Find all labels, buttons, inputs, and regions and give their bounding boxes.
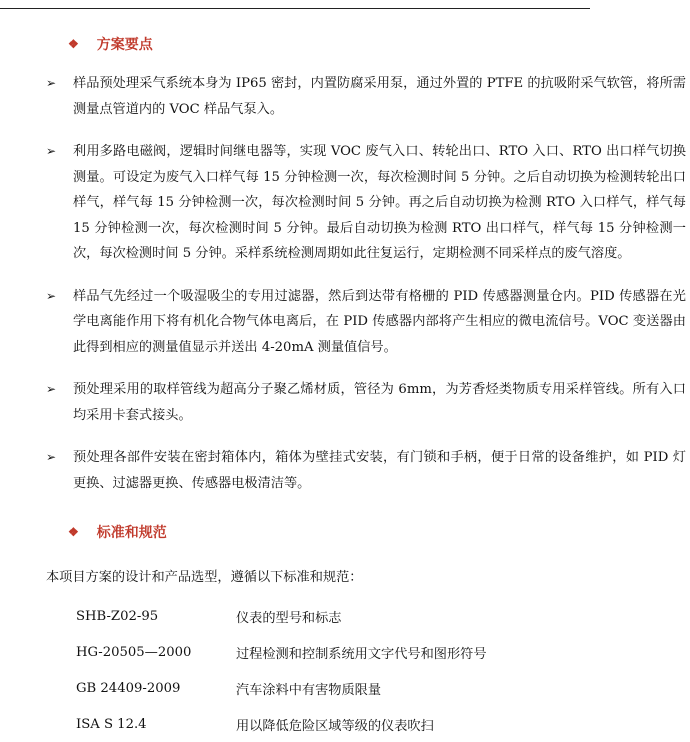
section-heading-key-points xyxy=(68,34,153,54)
diamond-bullet-icon: ❖ xyxy=(68,37,79,51)
standard-code: HG-20505—2000 xyxy=(76,644,192,660)
arrow-bullet-icon: ➢ xyxy=(46,144,57,158)
arrow-bullet-icon: ➢ xyxy=(46,76,57,90)
list-item-text: 预处理采用的取样管线为超高分子聚乙烯材质，管径为 6mm，为芳香烃类物质专用采样管线。所有入口均采用卡套式接头。 xyxy=(73,382,686,423)
key-points-list xyxy=(46,71,686,513)
list-item-text: 样品气先经过一个吸湿吸尘的专用过滤器，然后到达带有格栅的 PID 传感器测量仓内。PID 传感器在光学电离能作用下将有机化合物气体电离后，在 PID 传感器内部将产生相应的微电流信号。VOC 变送器由此得到相应的测量值显示并送出 4-20mA 测量值信号。 xyxy=(73,288,686,355)
arrow-bullet-icon: ➢ xyxy=(46,288,57,303)
section-heading-standards xyxy=(68,522,167,542)
standard-description: 用以降低危险区域等级的仪表吹扫 xyxy=(236,718,434,734)
standards-intro: 本项目方案的设计和产品选型，遵循以下标准和规范： xyxy=(46,570,363,585)
arrow-bullet-icon: ➢ xyxy=(46,382,57,396)
standard-code: GB 24409-2009 xyxy=(76,680,181,696)
table-row xyxy=(76,634,636,670)
table-row xyxy=(76,706,636,742)
diamond-bullet-icon: ❖ xyxy=(68,525,79,539)
standard-description: 仪表的型号和标志 xyxy=(236,610,342,626)
section-title: 方案要点 xyxy=(96,37,153,53)
standard-description: 过程检测和控制系统用文字代号和图形符号 xyxy=(236,646,487,662)
section-title: 标准和规范 xyxy=(96,525,167,541)
standard-description: 汽车涂料中有害物质限量 xyxy=(236,682,382,698)
list-item xyxy=(46,445,686,496)
table-row xyxy=(76,670,636,706)
list-item-text: 利用多路电磁阀，逻辑时间继电器等，实现 VOC 废气入口、转轮出口、RTO 入口、RTO 出口样气切换测量。可设定为废气入口样气每 15 分钟检测一次，每次检测时间 5 分钟。之后自动切换为检测转轮出口样气，样气每 15 分钟检测一次，每次检测时间 5 分钟。再之后自动切换为检测 RTO 入口样气，样气每 15 分钟检测一次，每次检测时间 5 分钟。最后自动切换为检测 RTO 出口样气，样气每 15 分钟检测一次，每次检测时间 5 分钟。采样系统检测周期如此往复运行，定期检测不同采样点的废气溶度。 xyxy=(73,144,686,261)
table-row xyxy=(76,598,636,634)
list-item xyxy=(46,139,686,267)
header-rule xyxy=(0,8,590,9)
standards-table xyxy=(76,598,636,742)
standard-code: ISA S 12.4 xyxy=(76,716,147,732)
list-item xyxy=(46,377,686,428)
standard-code: SHB-Z02-95 xyxy=(76,608,159,624)
arrow-bullet-icon: ➢ xyxy=(46,450,57,464)
list-item xyxy=(46,284,686,361)
list-item xyxy=(46,71,686,122)
list-item-text: 样品预处理采气系统本身为 IP65 密封，内置防腐采用泵，通过外置的 PTFE 的抗吸附采气软管，将所需测量点管道内的 VOC 样品气泵入。 xyxy=(73,76,686,117)
list-item-text: 预处理各部件安装在密封箱体内，箱体为壁挂式安装，有门锁和手柄，便于日常的设备维护，如 PID 灯更换、过滤器更换、传感器电极清洁等。 xyxy=(73,450,686,491)
